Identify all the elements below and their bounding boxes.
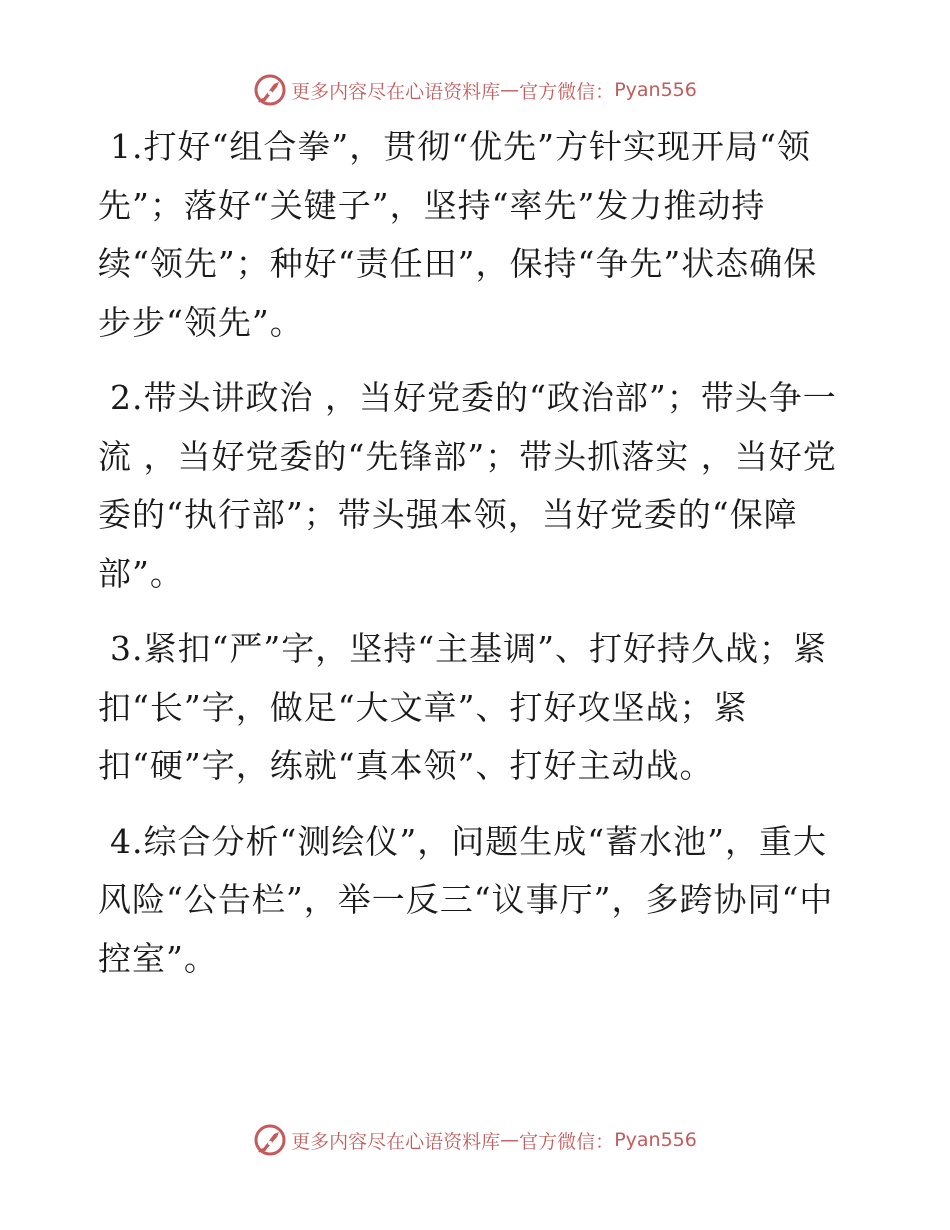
paragraph-text: 打好“组合拳”，贯彻“优先”方针实现开局“领先”；落好“关键子”，坚持“率先”发力推动持续“领先”；种好“责任田”，保持“争先”状态确保步步“领先”。 [98, 127, 818, 342]
watermark-separator: — [500, 79, 520, 101]
watermark-handle: Pyan556 [614, 1129, 697, 1151]
paragraph-number: 2. [110, 378, 144, 417]
footer-watermark [0, 1120, 950, 1160]
paragraph-text: 紧扣“严”字，坚持“主基调”、打好持久战；紧扣“长”字，做足“大文章”、打好攻坚战；紧扣“硬”字，练就“真本领”、打好主动战。 [98, 629, 827, 785]
paragraph-text: 综合分析“测绘仪”，问题生成“蓄水池”，重大风险“公告栏”，举一反三“议事厅”，多跨协同“中控室”。 [98, 821, 834, 978]
watermark-label: 官方微信： [519, 1130, 615, 1153]
watermark-text: 更多内容尽在心语资料库 [291, 80, 501, 103]
watermark-text: 更多内容尽在心语资料库 [291, 1130, 501, 1153]
paragraph-3 [98, 620, 850, 796]
paragraph-4 [98, 813, 850, 989]
paragraph-2 [98, 369, 850, 603]
document-body [98, 118, 850, 1005]
paragraph-1 [98, 118, 850, 352]
header-watermark [0, 70, 950, 110]
fountain-pen-nib-icon [253, 1123, 287, 1157]
paragraph-text: 带头讲政治 ，当好党委的“政治部”；带头争一流 ，当好党委的“先锋部”；带头抓落实 ，当好党委的“执行部”；带头强本领，当好党委的“保障部”。 [98, 378, 837, 593]
watermark-separator: — [500, 1129, 520, 1151]
watermark-handle: Pyan556 [614, 79, 697, 101]
paragraph-number: 3. [110, 629, 144, 668]
paragraph-number: 4. [110, 821, 144, 861]
fountain-pen-nib-icon [253, 73, 287, 107]
paragraph-number: 1. [110, 127, 144, 166]
watermark-label: 官方微信： [519, 80, 615, 103]
